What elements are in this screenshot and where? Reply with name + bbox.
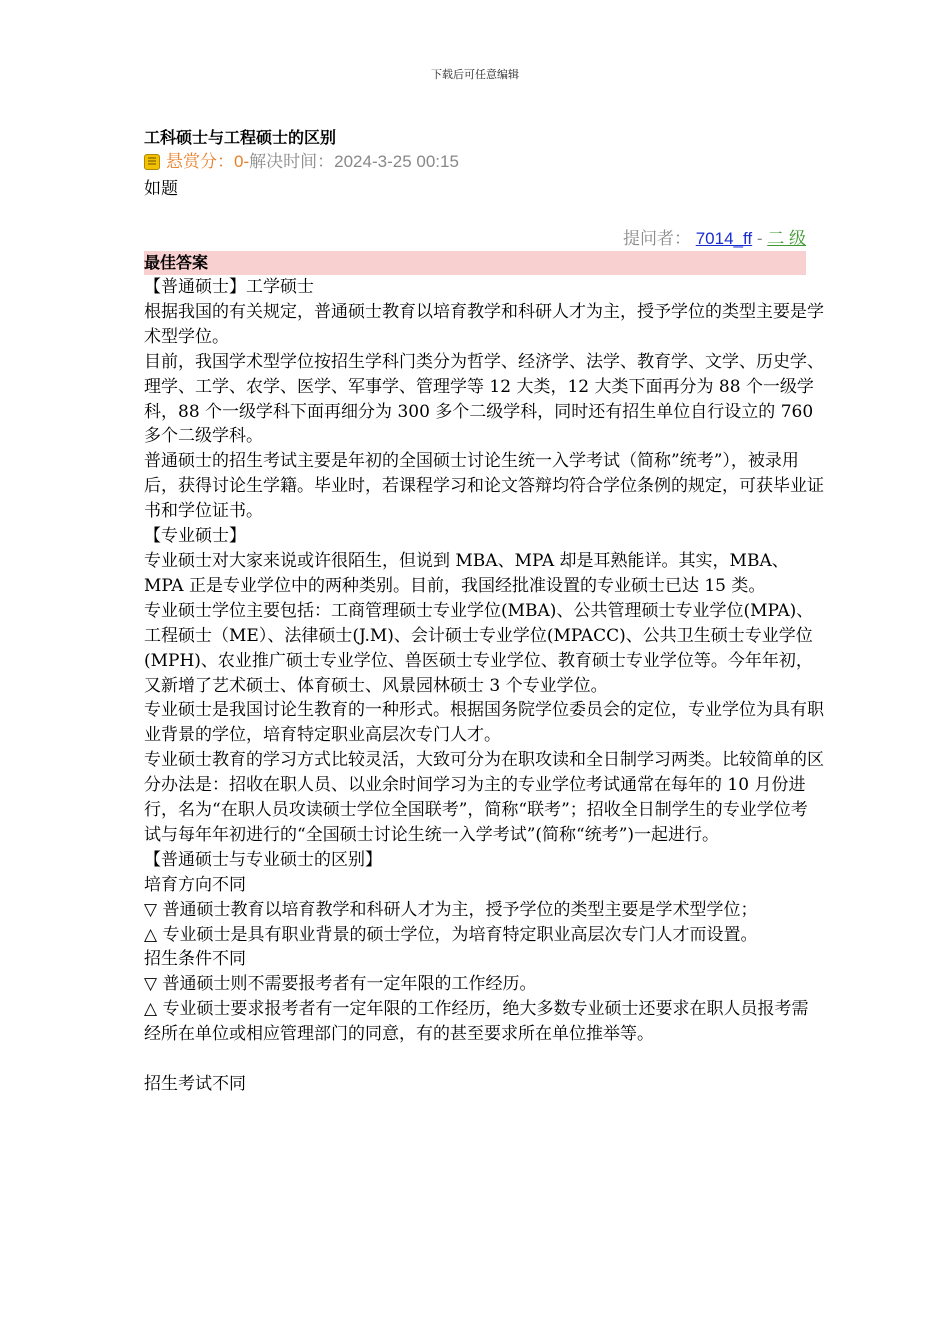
answer-paragraph: 专业硕士学位主要包括：工商管理硕士专业学位(MBA)、公共管理硕士专业学位(MPA)、工程硕士（ME）、法律硕士(J.M)、会计硕士专业学位(MPACC)、公共卫生硕士专业学位(MPH)、农业推广硕士专业学位、兽医硕士专业学位、教育硕士专业学位等。今年年初，又新增了艺术硕士、体育硕士、风景园林硕士 3 个专业学位。	[144, 600, 814, 696]
answer-paragraph: △ 专业硕士要求报考者有一定年限的工作经历，绝大多数专业硕士还要求在职人员报考需经所在单位或相应管理部门的同意，有的甚至要求所在单位推举等。	[144, 999, 809, 1045]
resolve-label: 解决时间：	[249, 152, 335, 171]
answer-paragraph: 专业硕士对大家来说或许很陌生，但说到 MBA、MPA 却是耳熟能详。其实，MBA、MPA 正是专业学位中的两种类别。目前，我国经批准设置的专业硕士已达 15 类。	[144, 550, 789, 596]
best-answer-header: 最佳答案	[144, 251, 806, 275]
page-content	[144, 126, 824, 1097]
answer-paragraph: △ 专业硕士是具有职业背景的硕士学位，为培育特定职业高层次专门人才而设置。	[144, 924, 758, 945]
answer-paragraph: 招生考试不同	[144, 1073, 246, 1094]
answer-paragraph: ▽ 普通硕士则不需要报考者有一定年限的工作经历。	[144, 974, 537, 995]
answer-paragraph: 培育方向不同	[144, 874, 246, 895]
answer-paragraph: 【普通硕士】工学硕士	[144, 277, 314, 297]
resolve-time: 2024-3-25 00:15	[334, 152, 459, 171]
reward-value: 0	[234, 152, 244, 171]
answer-paragraph: 根据我国的有关规定，普通硕士教育以培育教学和科研人才为主，授予学位的类型主要是学术型学位。	[144, 301, 824, 347]
answer-paragraph: 专业硕士教育的学习方式比较灵活，大致可分为在职攻读和全日制学习两类。比较简单的区分办法是：招收在职人员、以业余时间学习为主的专业学位考试通常在每年的 10 月份进行，名为“在职人员攻读硕士学位全国联考”，简称“联考”；招收全日制学生的专业学位考试与每年年初进行的“全国硕士讨论生统一入学考试”(简称“统考”)一起进行。	[144, 750, 824, 845]
coin-icon	[144, 154, 160, 170]
question-meta	[144, 150, 824, 174]
meta-separator: -	[243, 152, 250, 171]
asker-separator: -	[756, 229, 768, 248]
reward-label: 悬赏分：	[166, 152, 234, 171]
answer-paragraph: ▽ 普通硕士教育以培育教学和科研人才为主，授予学位的类型主要是学术型学位；	[144, 899, 758, 920]
page-title: 工科硕士与工程硕士的区别	[144, 128, 337, 147]
asker-info	[144, 227, 824, 251]
asker-label: 提问者：	[622, 229, 691, 248]
header-note: 下载后可任意编辑	[431, 68, 519, 81]
answer-paragraph: 招生条件不同	[144, 949, 246, 970]
answer-paragraph: 目前，我国学术型学位按招生学科门类分为哲学、经济学、法学、教育学、文学、历史学、理学、工学、农学、医学、军事学、管理学等 12 大类，12 大类下面再分为 88 个一级学科，88 个一级学科下面再细分为 300 多个二级学科，同时还有招生单位自行设立的 760 多个二级学科。	[144, 351, 824, 447]
answer-paragraph: 普通硕士的招生考试主要是年初的全国硕士讨论生统一入学考试（简称”统考”），被录用后，获得讨论生学籍。毕业时，若课程学习和论文答辩均符合学位条例的规定，可获毕业证书和学位证书。	[144, 451, 824, 522]
asker-name-link[interactable]: 7014_ff	[695, 229, 753, 248]
answer-paragraph: 专业硕士是我国讨论生教育的一种形式。根据国务院学位委员会的定位，专业学位为具有职业背景的学位，培育特定职业高层次专门人才。	[144, 700, 824, 746]
answer-paragraph: 【专业硕士】	[144, 526, 246, 547]
asker-level-link[interactable]: 二 级	[767, 229, 806, 248]
answer-paragraph: 【普通硕士与专业硕士的区别】	[144, 849, 382, 870]
blank-line	[144, 1047, 824, 1072]
question-text: 如题	[144, 179, 178, 199]
answer-body	[144, 275, 824, 1097]
